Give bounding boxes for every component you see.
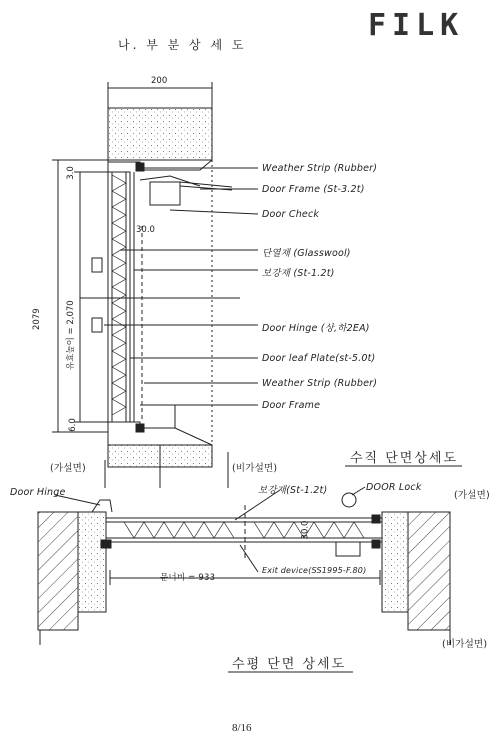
- vertical-section: [52, 82, 462, 488]
- vertical-right-note: (비가설면): [232, 463, 278, 474]
- bottom-gap-dimension: 6.0: [67, 418, 78, 432]
- width-dimension: 200: [151, 76, 168, 86]
- company-stamp: FILK: [368, 8, 465, 43]
- callout-reinforcement: 보강재 (St-1.2t): [262, 268, 335, 279]
- door-height-dimension: 유효높이 = 2,070: [66, 300, 76, 370]
- lock-label: DOOR Lock: [366, 482, 422, 493]
- callout-door-frame-top: Door Frame (St-3.2t): [262, 184, 365, 195]
- exit-device-label: Exit device(SS1995-F.80): [262, 566, 367, 575]
- hinge-label: Door Hinge: [10, 487, 66, 498]
- horizontal-section-title: 수평 단면 상세도: [232, 657, 347, 672]
- callout-weather-strip-top: Weather Strip (Rubber): [262, 163, 378, 174]
- door-width-dimension: 문너비 = 933: [160, 573, 216, 583]
- horizontal-gap-dimension: 30.0: [300, 520, 311, 540]
- callout-door-leaf-plate: Door leaf Plate(st-5.0t): [262, 353, 376, 364]
- callout-weather-strip-bottom: Weather Strip (Rubber): [262, 378, 378, 389]
- vertical-left-note: (가설면): [50, 463, 86, 474]
- callout-door-frame-bottom: Door Frame: [262, 400, 321, 411]
- check-dimension: 30.0: [136, 225, 155, 235]
- top-gap-dimension: 3.0: [65, 166, 76, 180]
- callout-door-check: Door Check: [262, 209, 320, 220]
- page-number: 8/16: [232, 722, 252, 734]
- total-height-dimension: 2079: [32, 308, 42, 330]
- page-title: 나. 부 분 상 세 도: [118, 38, 247, 52]
- reinforce-label: 보강재(St-1.2t): [258, 485, 328, 496]
- callout-glasswool: 단열재 (Glasswool): [262, 248, 351, 259]
- horizontal-section: [38, 487, 450, 672]
- horizontal-right-note: (비가설면): [442, 639, 488, 650]
- callout-door-hinge: Door Hinge (상,하2EA): [262, 323, 370, 334]
- vertical-section-title: 수직 단면상세도: [350, 451, 459, 466]
- horizontal-left-note: (가설면): [454, 490, 490, 501]
